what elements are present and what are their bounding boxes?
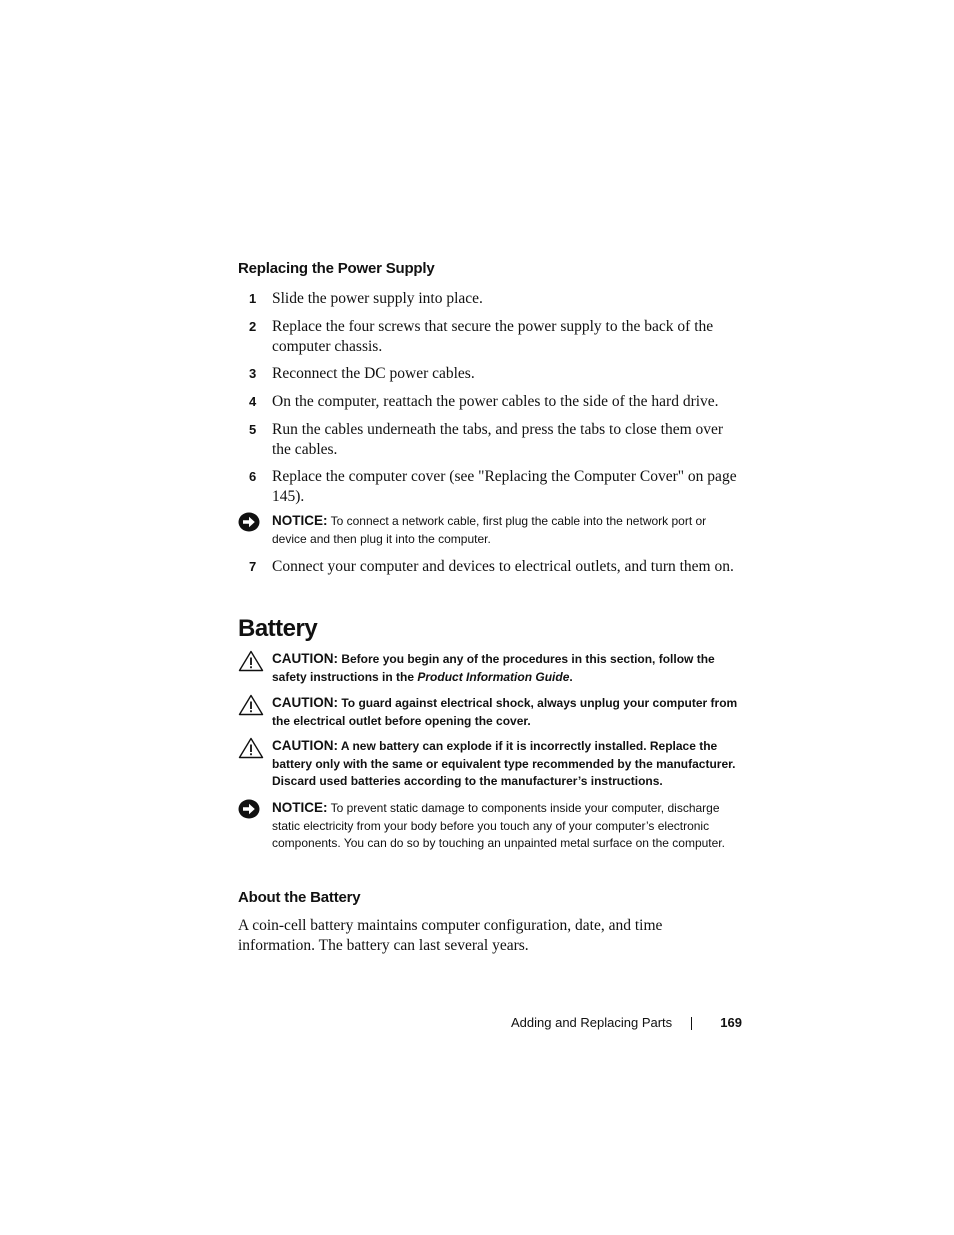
step-number: 1 bbox=[249, 291, 257, 306]
caution-label: CAUTION: bbox=[272, 695, 338, 710]
notice-icon bbox=[238, 799, 260, 819]
caution-battery-explode bbox=[238, 737, 742, 791]
notice-icon bbox=[238, 512, 260, 532]
step-text: Connect your computer and devices to electrical outlets, and turn them on. bbox=[272, 558, 734, 575]
notice-text: To prevent static damage to components inside your computer, discharge static electricity from your body before you touch any of your computer’s electronic components. You can do so by touching an unpainted metal surface on the computer. bbox=[272, 801, 725, 850]
step-7 bbox=[238, 557, 742, 577]
caution-text-end: . bbox=[569, 669, 573, 684]
step-number: 7 bbox=[249, 559, 257, 574]
step-4 bbox=[238, 392, 742, 412]
caution-safety-instructions bbox=[238, 650, 742, 686]
caution-text: A new battery can explode if it is incorrectly installed. Replace the battery only with the same or equivalent type recommended by the manufacturer. Discard used batteries according to the manufacturer’s instructions. bbox=[272, 739, 736, 788]
step-6 bbox=[238, 467, 742, 506]
step-text: Reconnect the DC power cables. bbox=[272, 365, 475, 382]
caution-icon bbox=[238, 737, 264, 759]
caution-icon bbox=[238, 650, 264, 672]
about-battery-paragraph: A coin-cell battery maintains computer configuration, date, and time information. The battery can last several years. bbox=[238, 917, 663, 954]
step-2 bbox=[238, 317, 742, 356]
notice-static-damage bbox=[238, 799, 742, 853]
caution-label: CAUTION: bbox=[272, 651, 338, 666]
footer-section-title: Adding and Replacing Parts bbox=[511, 1015, 673, 1030]
step-text: Slide the power supply into place. bbox=[272, 290, 483, 307]
notice-label: NOTICE: bbox=[272, 513, 328, 528]
step-text: Run the cables underneath the tabs, and press the tabs to close them over the cables. bbox=[272, 421, 724, 458]
caution-icon bbox=[238, 694, 264, 716]
step-number: 5 bbox=[249, 422, 257, 437]
step-text: On the computer, reattach the power cables to the side of the hard drive. bbox=[272, 393, 719, 410]
step-text: Replace the computer cover (see "Replacing the Computer Cover" on page 145). bbox=[272, 468, 737, 505]
page-footer bbox=[511, 1015, 742, 1030]
step-text: Replace the four screws that secure the power supply to the back of the computer chassis. bbox=[272, 318, 714, 355]
footer-separator bbox=[691, 1017, 692, 1030]
step-5 bbox=[238, 420, 742, 459]
step-number: 4 bbox=[249, 394, 257, 409]
page-number: 169 bbox=[720, 1015, 742, 1030]
section-heading-replacing-power-supply: Replacing the Power Supply bbox=[238, 260, 435, 277]
step-1 bbox=[238, 289, 742, 309]
caution-emphasis: Product Information Guide bbox=[417, 669, 570, 684]
step-3 bbox=[238, 364, 742, 384]
caution-text: To guard against electrical shock, always unplug your computer from the electrical outlet before opening the cover. bbox=[272, 696, 738, 728]
caution-label: CAUTION: bbox=[272, 738, 338, 753]
notice-label: NOTICE: bbox=[272, 800, 328, 815]
notice-text: To connect a network cable, first plug the cable into the network port or device and then plug it into the computer. bbox=[272, 514, 707, 546]
caution-text: Before you begin any of the procedures in this section, follow the safety instructions in the bbox=[272, 652, 715, 684]
notice-network-cable bbox=[238, 512, 742, 548]
step-number: 6 bbox=[249, 469, 257, 484]
step-number: 3 bbox=[249, 366, 257, 381]
section-heading-about-battery: About the Battery bbox=[238, 889, 361, 906]
battery-title: Battery bbox=[238, 615, 318, 642]
caution-electrical-shock bbox=[238, 694, 742, 730]
step-number: 2 bbox=[249, 319, 257, 334]
